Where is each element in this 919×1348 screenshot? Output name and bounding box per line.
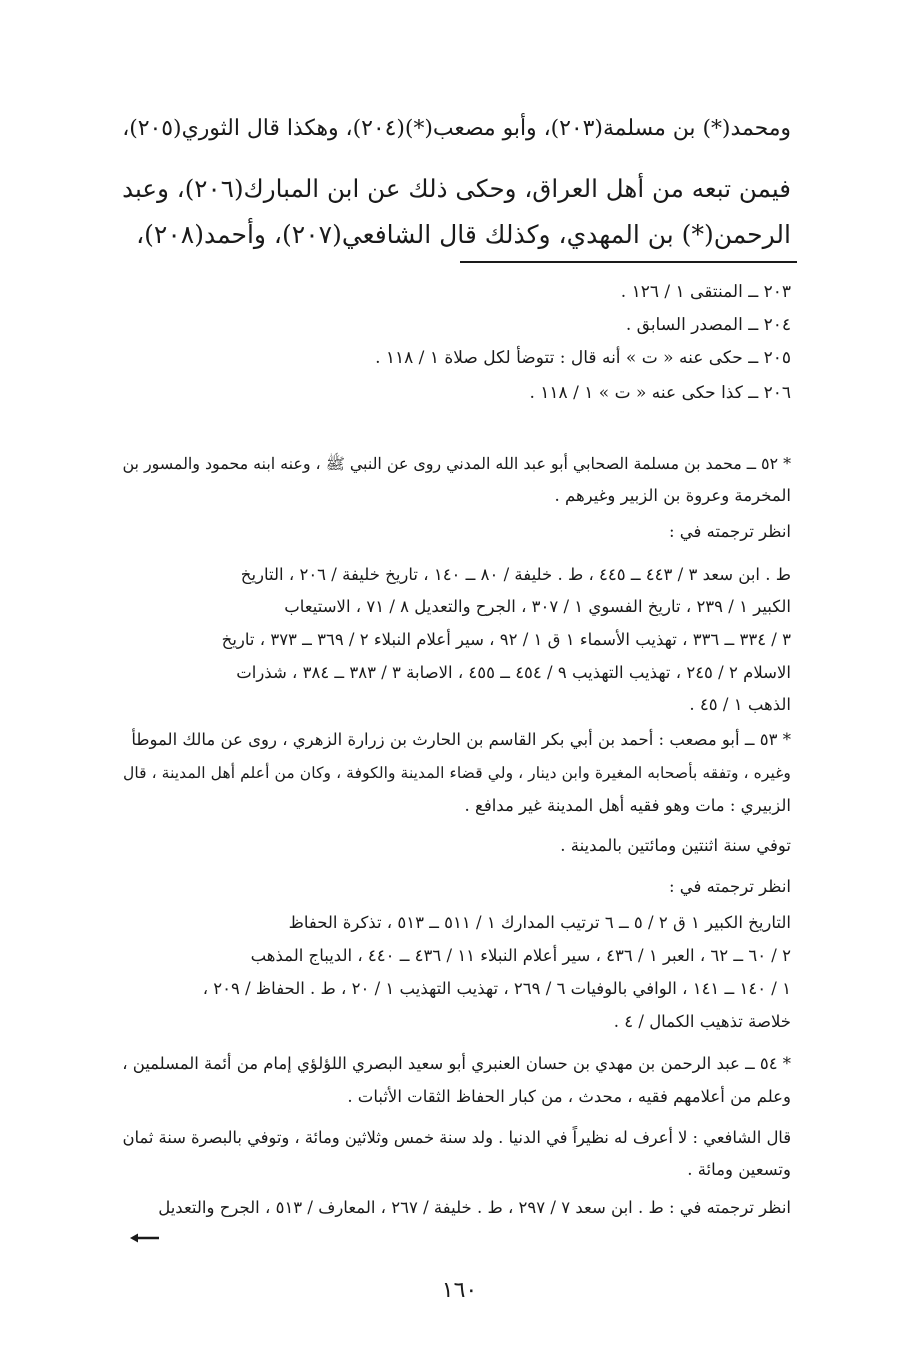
bio-52-line-1: * ٥٢ ــ محمد بن مسلمة الصحابي أبو عبد الله المدني روى عن النبي ﷺ ، وعنه ابنه محمود والمسور بن [122,454,791,473]
main-text-line-1: ومحمد(*) بن مسلمة(٢٠٣)، وأبو مصعب(*)(٢٠٤)، وهكذا قال الثوري(٢٠٥)، [122,116,791,141]
bio-52-ref-line-4: الاسلام ٢ / ٢٤٥ ، تهذيب التهذيب ٩ / ٤٥٤ ــ ٤٥٥ ، الاصابة ٣ / ٣٨٣ ــ ٣٨٤ ، شذرات [236,663,791,682]
main-text-line-2: فيمن تبعه من أهل العراق، وحكى ذلك عن ابن المبارك(٢٠٦)، وعبد [122,174,791,203]
bio-54-refs: انظر ترجمته في : ط . ابن سعد ٧ / ٢٩٧ ، ط . خليفة / ٢٦٧ ، المعارف / ٥١٣ ، الجرح والتعديل [158,1198,791,1217]
bio-53-ref-line-1: التاريخ الكبير ١ ق ٢ / ٥ ــ ٦ ترتيب المدارك ١ / ٥١١ ــ ٥١٣ ، تذكرة الحفاظ [288,913,791,932]
bio-53-see-label: انظر ترجمته في : [668,877,791,896]
footnote-206: ٢٠٦ ــ كذا حكى عنه « ت » ١ / ١١٨ . [529,383,791,403]
bio-54-line-1: * ٥٤ ــ عبد الرحمن بن مهدي بن حسان العنبري أبو سعيد البصري اللؤلؤي إمام من أئمة المسلمين ، [122,1054,791,1073]
page-number: ١٦٠ [441,1278,478,1303]
bio-53-ref-line-2: ٢ / ٦٠ ــ ٦٢ ، العبر ١ / ٤٣٦ ، سير أعلام النبلاء ١١ / ٤٣٦ ــ ٤٤٠ ، الديباج المذهب [250,946,791,965]
bio-52-ref-line-2: الكبير ١ / ٢٣٩ ، تاريخ الفسوي ١ / ٣٠٧ ، الجرح والتعديل ٨ / ٧١ ، الاستيعاب [284,597,791,616]
bio-54-shafii-quote: قال الشافعي : لا أعرف له نظيراً في الدنيا . ولد سنة خمس وثلاثين ومائة ، وتوفي بالبصرة سنة ثمان [122,1128,791,1147]
main-text-line-3: الرحمن(*) بن المهدي، وكذلك قال الشافعي(٢٠٧)، وأحمد(٢٠٨)، [136,220,791,249]
bio-53-ref-line-3: ١ / ١٤٠ ــ ١٤١ ، الوافي بالوفيات ٦ / ٢٦٩ ، تهذيب التهذيب ١ / ٢٠ ، ط . الحفاظ / ٢٠٩ ، [202,979,791,998]
bio-54-quote-cont: وتسعين ومائة . [687,1160,791,1179]
footnote-205: ٢٠٥ ــ حكى عنه « ت » أنه قال : تتوضأ لكل صلاة ١ / ١١٨ . [375,348,791,368]
bio-52-ref-line-3: ٣ / ٣٣٤ ــ ٣٣٦ ، تهذيب الأسماء ١ ق ١ / ٩٢ ، سير أعلام النبلاء ٢ / ٣٦٩ ــ ٣٧٣ ، تاريخ [221,630,791,649]
continuation-arrow-icon [130,1232,160,1244]
bio-53-line-1: * ٥٣ ــ أبو مصعب : أحمد بن أبي بكر القاسم بن الحارث بن زرارة الزهري ، روى عن مالك الموطأ [131,730,791,749]
bio-54-line-2: وعلم من أعلامهم فقيه ، محدث ، من كبار الحفاظ الثقات الأثبات . [347,1087,791,1106]
bio-53-line-3: الزبيري : مات وهو فقيه أهل المدينة غير مدافع . [464,796,791,815]
bio-52-see-label: انظر ترجمته في : [668,522,791,541]
footnote-203: ٢٠٣ ــ المنتقى ١ / ١٢٦ . [620,282,791,302]
bio-53-line-2: وغيره ، وتفقه بأصحابه المغيرة وابن دينار ، ولي قضاء المدينة والكوفة ، وكان من أعلم أهل المدينة ، قال [122,763,791,782]
bio-53-death: توفي سنة اثنتين ومائتين بالمدينة . [560,836,791,855]
bio-52-ref-line-1: ط . ابن سعد ٣ / ٤٤٣ ــ ٤٤٥ ، ط . خليفة / ٨٠ ــ ١٤٠ ، تاريخ خليفة / ٢٠٦ ، التاريخ [240,565,791,584]
bio-52-ref-line-5: الذهب ١ / ٤٥ . [689,695,791,714]
footnote-204: ٢٠٤ ــ المصدر السابق . [625,315,791,335]
bio-52-line-2: المخرمة وعروة بن الزبير وغيرهم . [554,486,791,505]
footnote-separator [460,261,797,263]
bio-53-ref-line-4: خلاصة تذهيب الكمال / ٤ . [613,1012,791,1031]
